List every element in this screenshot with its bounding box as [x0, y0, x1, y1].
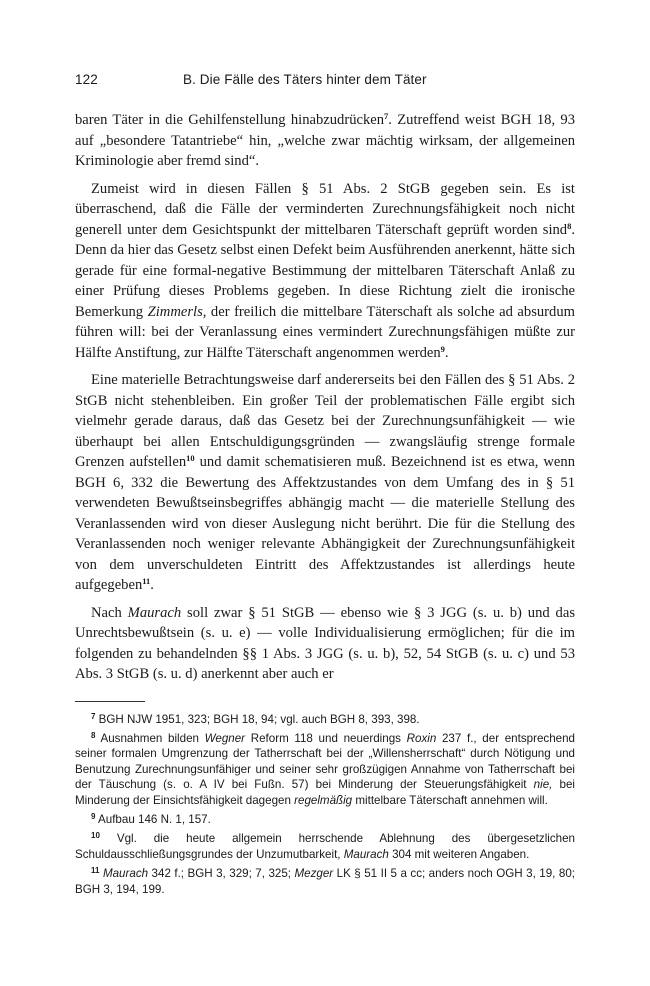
- text-run: Reform 118 und neuerdings: [245, 731, 407, 745]
- footnotes: [75, 712, 575, 897]
- paragraph: [75, 110, 575, 172]
- paragraph: [75, 603, 575, 685]
- text-run: LK § 51 II 5 a cc; anders noch OGH 3, 19, 80; BGH 3, 194, 199.: [75, 867, 575, 896]
- text-run: soll zwar § 51 StGB — ebenso wie § 3 JGG (s. u. b) und das Unrechtsbewußtsein (s. u. e) — volle Individualisierung ermöglichen; für die im folgenden zu behandelnden §§ 1 Abs. 3 JGG (s. u. b), 52, 54 StGB (s. u. c) und 53 Abs. 3 StGB (s. u. d) anerkennt aber auch er: [75, 604, 575, 682]
- text-run: Zumeist wird in diesen Fällen § 51 Abs. 2 StGB gegeben sein. Es ist überraschend, daß die Fälle der verminderten Zurechnungsfähigkeit noch nicht generell unter dem Gesichtspunkt der mittelbaren Täterschaft geprüft worden sind: [75, 180, 575, 238]
- footnote-marker: 11: [91, 866, 100, 876]
- footnote-marker: 7: [384, 111, 389, 121]
- paragraph: [75, 370, 575, 596]
- footnote-marker: 10: [91, 831, 100, 841]
- footnote-marker: 9: [91, 811, 96, 821]
- italic-text: Maurach: [127, 604, 182, 621]
- text-run: Nach: [91, 604, 128, 621]
- text-run: der freilich die mittelbare Täterschaft als solche ad absurdum führen will: bei der Veranlassung eines vermindert Zurechnungsfähigen müßte zur Hälfte Anstiftung, zur Hälfte Täterschaft angenommen werden: [75, 303, 575, 361]
- text-run: und damit schematisieren muß. Bezeichnend ist es etwa, wenn BGH 6, 332 die Bewertung des Affektzustandes von dem Umfang des in § 51 verwendeten Bewußtseinsbegriffes abhängig macht — die materielle Stellung des Veranlassenden wird von dieser Auslegung nicht berührt. Die für die Stellung des Veranlassenden noch weniger relevante Abhängigkeit der Zurechnungsunfähigkeit von dem unverschuldeten Eintritt des Affektzustandes ist allerdings heute aufgegeben: [75, 454, 575, 593]
- italic-text: nie,: [533, 778, 553, 792]
- text-run: .: [444, 344, 449, 361]
- text-run: Aufbau 146 N. 1, 157.: [95, 812, 211, 826]
- text-run: 237 f., der entsprechend seiner formalen Umgrenzung der Tatherrschaft bei der „Willensherrschaft“ durch Nötigung und Benutzung Zurechnungsunfähiger und seiner sehr großzügigen Annahme von Tatherrschaft bei der Täuschung (s. o. A IV bei Fußn. 57) bei Minderung der Steuerungsfähigkeit: [75, 731, 575, 792]
- text-run: . Zutreffend weist BGH 18, 93 auf „besondere Tatantriebe“ hin, „welche zwar mächtig wirksam, der allgemeinen Kriminologie aber fremd sind“.: [75, 112, 575, 169]
- footnote-separator: [75, 701, 145, 702]
- italic-text: Roxin: [406, 731, 437, 745]
- text-run: .: [150, 577, 154, 593]
- text-run: mittelbare Täterschaft annehmen will.: [352, 793, 548, 807]
- italic-text: Wegner: [204, 731, 246, 745]
- paragraph: [75, 179, 575, 364]
- footnote-marker: 9: [440, 343, 445, 354]
- footnote-marker: 11: [142, 576, 151, 586]
- italic-text: Maurach: [102, 867, 149, 881]
- footnote: [75, 812, 575, 827]
- book-page: [75, 72, 575, 901]
- text-run: bei Minderung der Einsichtsfähigkeit dagegen: [75, 778, 575, 807]
- text-run: Vgl. die heute allgemein herrschende Ablehnung des übergesetzlichen Schuldausschließungsgrundes der Unzumutbarkeit,: [75, 832, 575, 861]
- text-run: 304 mit weiteren Angaben.: [388, 847, 530, 861]
- footnote-marker: 8: [567, 220, 572, 231]
- text-run: 342 f.; BGH 3, 329; 7, 325;: [148, 867, 295, 881]
- text-run: . Denn da hier das Gesetz selbst einen Defekt beim Ausführenden anerkennt, hätte sich gerade für eine formal-negative Bestimmung der mittelbaren Täterschaft Anlaß zu einer Prüfung dieses Problems gegeben. In diese Richtung zielt die ironische Bemerkung: [75, 221, 575, 320]
- page-header: [75, 72, 575, 92]
- italic-text: Maurach: [343, 847, 389, 861]
- running-title: B. Die Fälle des Täters hinter dem Täter: [183, 72, 427, 87]
- italic-text: Zimmerls,: [147, 303, 207, 320]
- footnote: [75, 831, 575, 862]
- footnote-marker: 10: [186, 453, 195, 463]
- footnote-marker: 8: [91, 730, 96, 740]
- italic-text: Mezger: [294, 867, 334, 881]
- footnote: [75, 731, 575, 808]
- text-run: Ausnahmen bilden: [95, 731, 205, 745]
- footnote-marker: 7: [91, 711, 96, 721]
- footnote: [75, 866, 575, 897]
- text-run: BGH NJW 1951, 323; BGH 18, 94; vgl. auch BGH 8, 393, 398.: [95, 712, 420, 726]
- italic-text: regelmäßig: [294, 793, 353, 807]
- page-number: 122: [75, 72, 98, 87]
- main-text: [75, 110, 575, 685]
- footnote: [75, 712, 575, 727]
- text-run: baren Täter in die Gehilfenstellung hinabzudrücken: [75, 112, 385, 128]
- text-run: Eine materielle Betrachtungsweise darf andererseits bei den Fällen des § 51 Abs. 2 StGB nicht stehenbleiben. Ein großer Teil der problematischen Fälle ergibt sich vielmehr gerade daraus, daß das Gesetz bei der Zurechnungsunfähigkeit — wie überhaupt bei allen Entschuldigungsgründen — zwangsläufig strenge formale Grenzen aufstellen: [75, 372, 575, 470]
